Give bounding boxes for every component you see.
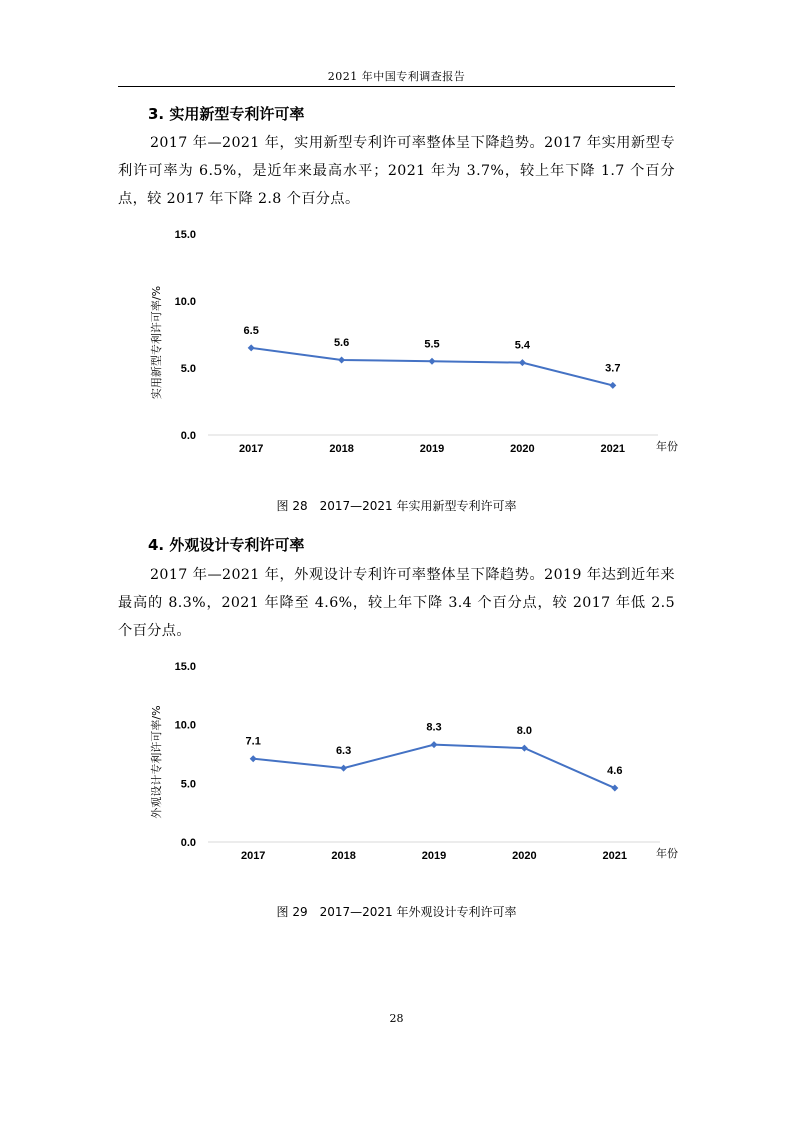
y-tick-label: 0.0 xyxy=(180,430,196,442)
y-axis-title: 外观设计专利许可率/% xyxy=(150,705,163,819)
data-label: 8.0 xyxy=(516,725,533,738)
data-label: 7.1 xyxy=(245,735,261,748)
y-tick-label: 10.0 xyxy=(174,719,196,732)
x-tick-label: 2019 xyxy=(419,443,445,455)
data-point-marker xyxy=(609,382,616,389)
x-tick-label: 2018 xyxy=(329,443,354,455)
x-tick-label: 2021 xyxy=(602,850,628,862)
page-number: 28 xyxy=(389,1012,404,1025)
data-label: 5.5 xyxy=(424,338,440,351)
data-label: 4.6 xyxy=(607,765,623,778)
section-title-utility-model: 3. 实用新型专利许可率 xyxy=(148,105,305,123)
paragraph-utility-model: 2017 年—2021 年，实用新型专利许可率整体呈下降趋势。2017 年实用新型专利许可率为 6.5%，是近年来最高水平；2021 年为 3.7%，较上年下降 1.7 个百分点，较 2017 年下降 2.8 个百分点。 xyxy=(118,135,675,207)
data-label: 5.4 xyxy=(514,339,531,352)
data-point-marker xyxy=(340,765,347,772)
data-label: 3.7 xyxy=(605,362,621,375)
series-line xyxy=(253,745,615,788)
data-label: 6.3 xyxy=(335,745,352,758)
data-point-marker xyxy=(521,745,528,752)
data-point-marker xyxy=(429,358,436,365)
figure-caption-28: 图 28 2017—2021 年实用新型专利许可率 xyxy=(276,499,517,513)
chart-svg xyxy=(118,655,698,880)
x-axis-unit-label: 年份 xyxy=(656,440,678,453)
data-point-marker xyxy=(250,755,257,762)
y-tick-label: 5.0 xyxy=(180,363,196,375)
x-tick-label: 2021 xyxy=(600,443,626,455)
header-divider xyxy=(118,86,675,87)
data-point-marker xyxy=(248,344,255,351)
y-tick-label: 15.0 xyxy=(174,229,196,241)
series-line xyxy=(251,348,613,386)
chart-svg xyxy=(118,222,698,472)
y-tick-label: 0.0 xyxy=(180,837,196,849)
data-label: 6.5 xyxy=(243,324,259,337)
x-tick-label: 2019 xyxy=(421,850,447,862)
x-tick-label: 2018 xyxy=(331,850,356,862)
x-tick-label: 2020 xyxy=(510,443,535,455)
chart-utility-model-license-rate xyxy=(118,222,698,472)
x-axis-unit-label: 年份 xyxy=(656,847,678,860)
data-label: 5.6 xyxy=(333,336,350,349)
x-tick-label: 2017 xyxy=(238,443,264,455)
running-header: 2021 年中国专利调查报告 xyxy=(327,70,466,83)
section-title-design: 4. 外观设计专利许可率 xyxy=(148,536,305,554)
data-point-marker xyxy=(519,359,526,366)
data-point-marker xyxy=(611,785,618,792)
data-label: 8.3 xyxy=(426,721,442,734)
figure-caption-29: 图 29 2017—2021 年外观设计专利许可率 xyxy=(276,905,517,919)
x-tick-label: 2017 xyxy=(240,850,266,862)
chart-design-license-rate xyxy=(118,655,698,880)
y-axis-title: 实用新型专利许可率/% xyxy=(150,285,163,400)
y-tick-label: 10.0 xyxy=(174,296,196,308)
data-point-marker xyxy=(338,356,345,363)
data-point-marker xyxy=(431,741,438,748)
y-tick-label: 15.0 xyxy=(174,661,196,673)
x-tick-label: 2020 xyxy=(512,850,537,862)
paragraph-design: 2017 年—2021 年，外观设计专利许可率整体呈下降趋势。2019 年达到近年来最高的 8.3%，2021 年降至 4.6%，较上年下降 3.4 个百分点，较 2017 年低 2.5 个百分点。 xyxy=(118,567,675,639)
y-tick-label: 5.0 xyxy=(180,778,196,791)
